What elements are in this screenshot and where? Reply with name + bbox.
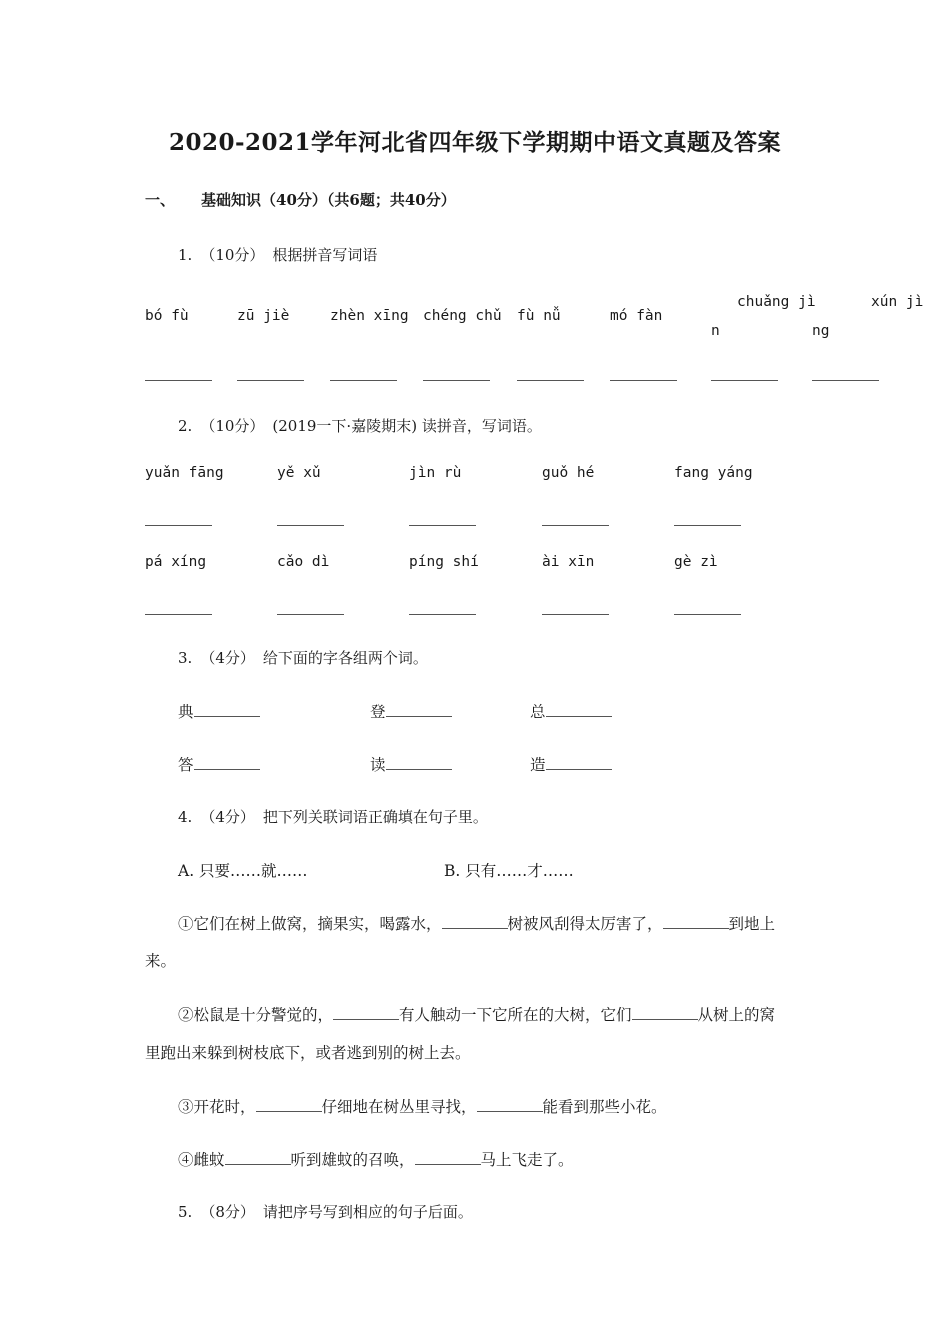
sentence-text: 有人触动一下它所在的大树，它们 [399, 1006, 632, 1024]
answer-blank[interactable] [442, 914, 508, 929]
pinyin-item: fù nǚ [517, 308, 561, 324]
question-number: 4. [178, 808, 193, 826]
question-text: 给下面的字各组两个词。 [262, 649, 428, 667]
char-item [178, 753, 260, 775]
question-3 [178, 647, 428, 668]
char-label: 登 [370, 703, 386, 721]
question-number: 5. [178, 1203, 193, 1221]
answer-blank[interactable] [477, 1097, 543, 1112]
question-text: 根据拼音写词语 [272, 246, 378, 264]
answer-blank[interactable] [663, 914, 729, 929]
answer-blank[interactable] [145, 380, 212, 381]
answer-blank[interactable] [542, 525, 609, 526]
answer-blank[interactable] [237, 380, 304, 381]
section-number: 一、 [145, 191, 176, 209]
sentence-4 [178, 1148, 574, 1170]
question-5 [178, 1201, 473, 1222]
answer-blank[interactable] [145, 614, 212, 615]
pinyin-item: gè zì [674, 554, 718, 570]
answer-blank[interactable] [194, 702, 260, 717]
pinyin-item: fang yáng [674, 465, 753, 481]
pinyin-item-wrap: n [711, 323, 720, 339]
sentence-3 [178, 1095, 667, 1117]
answer-blank[interactable] [225, 1150, 291, 1165]
char-item [178, 700, 260, 722]
answer-blank[interactable] [517, 380, 584, 381]
char-label: 造 [530, 756, 546, 774]
answer-blank[interactable] [256, 1097, 322, 1112]
option-b: B. 只有……才…… [444, 862, 574, 880]
sentence-text: 从树上的窝 [697, 1006, 776, 1024]
pinyin-item: bó fù [145, 308, 189, 324]
answer-blank[interactable] [542, 614, 609, 615]
sentence-text: ②松鼠是十分警觉的， [178, 1006, 334, 1024]
question-score: （10分） [200, 417, 265, 435]
sentence-text: ③开花时， [178, 1098, 256, 1116]
pinyin-item: guǒ hé [542, 465, 595, 481]
pinyin-item: chuǎng jì [737, 294, 816, 310]
answer-blank[interactable] [610, 380, 677, 381]
question-score: （8分） [200, 1203, 255, 1221]
sentence-text: 马上飞走了。 [480, 1151, 574, 1169]
sentence-text: ④雌蚊 [178, 1151, 225, 1169]
answer-blank[interactable] [145, 525, 212, 526]
answer-blank[interactable] [546, 702, 612, 717]
answer-blank[interactable] [812, 380, 879, 381]
pinyin-item: pá xíng [145, 554, 207, 570]
section-label: 基础知识（40分）（共6题；共40分） [201, 191, 456, 209]
char-label: 总 [530, 703, 546, 721]
answer-blank[interactable] [674, 525, 741, 526]
question-2 [178, 415, 542, 436]
pinyin-item: zū jiè [237, 308, 290, 324]
pinyin-item: píng shí [409, 554, 479, 570]
answer-blank[interactable] [546, 755, 612, 770]
sentence-text: ①它们在树上做窝，摘果实，喝露水， [178, 915, 442, 933]
question-score: （10分） [200, 246, 265, 264]
answer-blank[interactable] [423, 380, 490, 381]
sentence-1 [178, 912, 775, 934]
char-label: 典 [178, 703, 194, 721]
question-1 [178, 244, 377, 265]
char-label: 读 [370, 756, 386, 774]
sentence-text: 树被风刮得太厉害了， [507, 915, 663, 933]
sentence-2 [178, 1003, 775, 1025]
pinyin-item: yuǎn fāng [145, 465, 224, 481]
section-heading [145, 189, 456, 210]
page-title: 2020-2021学年河北省四年级下学期期中语文真题及答案 [168, 129, 782, 156]
pinyin-item: jìn rù [409, 465, 462, 481]
char-item [370, 700, 452, 722]
char-label: 答 [178, 756, 194, 774]
pinyin-item: xún jì [871, 294, 924, 310]
pinyin-item: ài xīn [542, 554, 595, 570]
char-item [530, 753, 612, 775]
char-item [370, 753, 452, 775]
sentence-text: 能看到那些小花。 [542, 1098, 667, 1116]
sentence-text: 到地上 [728, 915, 776, 933]
sentence-text: 听到雄蚊的召唤， [290, 1151, 415, 1169]
answer-blank[interactable] [632, 1005, 698, 1020]
answer-blank[interactable] [409, 614, 476, 615]
question-text: (2019一下·嘉陵期末) 读拼音，写词语。 [272, 417, 542, 435]
question-number: 3. [178, 649, 193, 667]
answer-blank[interactable] [711, 380, 778, 381]
pinyin-item: yě xǔ [277, 465, 321, 481]
answer-blank[interactable] [330, 380, 397, 381]
answer-blank[interactable] [415, 1150, 481, 1165]
sentence-text: 仔细地在树丛里寻找， [321, 1098, 477, 1116]
pinyin-item: zhèn xīng [330, 308, 409, 324]
answer-blank[interactable] [386, 755, 452, 770]
question-text: 请把序号写到相应的句子后面。 [262, 1203, 473, 1221]
answer-blank[interactable] [333, 1005, 399, 1020]
pinyin-item: cǎo dì [277, 554, 330, 570]
answer-blank[interactable] [277, 614, 344, 615]
question-text: 把下列关联词语正确填在句子里。 [262, 808, 488, 826]
sentence-1-cont: 来。 [145, 952, 177, 970]
pinyin-item: mó fàn [610, 308, 663, 324]
sentence-2-cont: 里跑出来躲到树枝底下，或者逃到别的树上去。 [145, 1044, 471, 1062]
pinyin-item-wrap: ng [812, 323, 830, 339]
question-score: （4分） [200, 808, 255, 826]
answer-blank[interactable] [386, 702, 452, 717]
pinyin-item: chéng chǔ [423, 308, 502, 324]
answer-blank[interactable] [277, 525, 344, 526]
answer-blank[interactable] [674, 614, 741, 615]
question-score: （4分） [200, 649, 255, 667]
char-item [530, 700, 612, 722]
answer-blank[interactable] [194, 755, 260, 770]
option-a: A. 只要……就…… [178, 862, 308, 880]
answer-blank[interactable] [409, 525, 476, 526]
question-number: 1. [178, 246, 193, 264]
question-number: 2. [178, 417, 193, 435]
question-4 [178, 806, 488, 827]
